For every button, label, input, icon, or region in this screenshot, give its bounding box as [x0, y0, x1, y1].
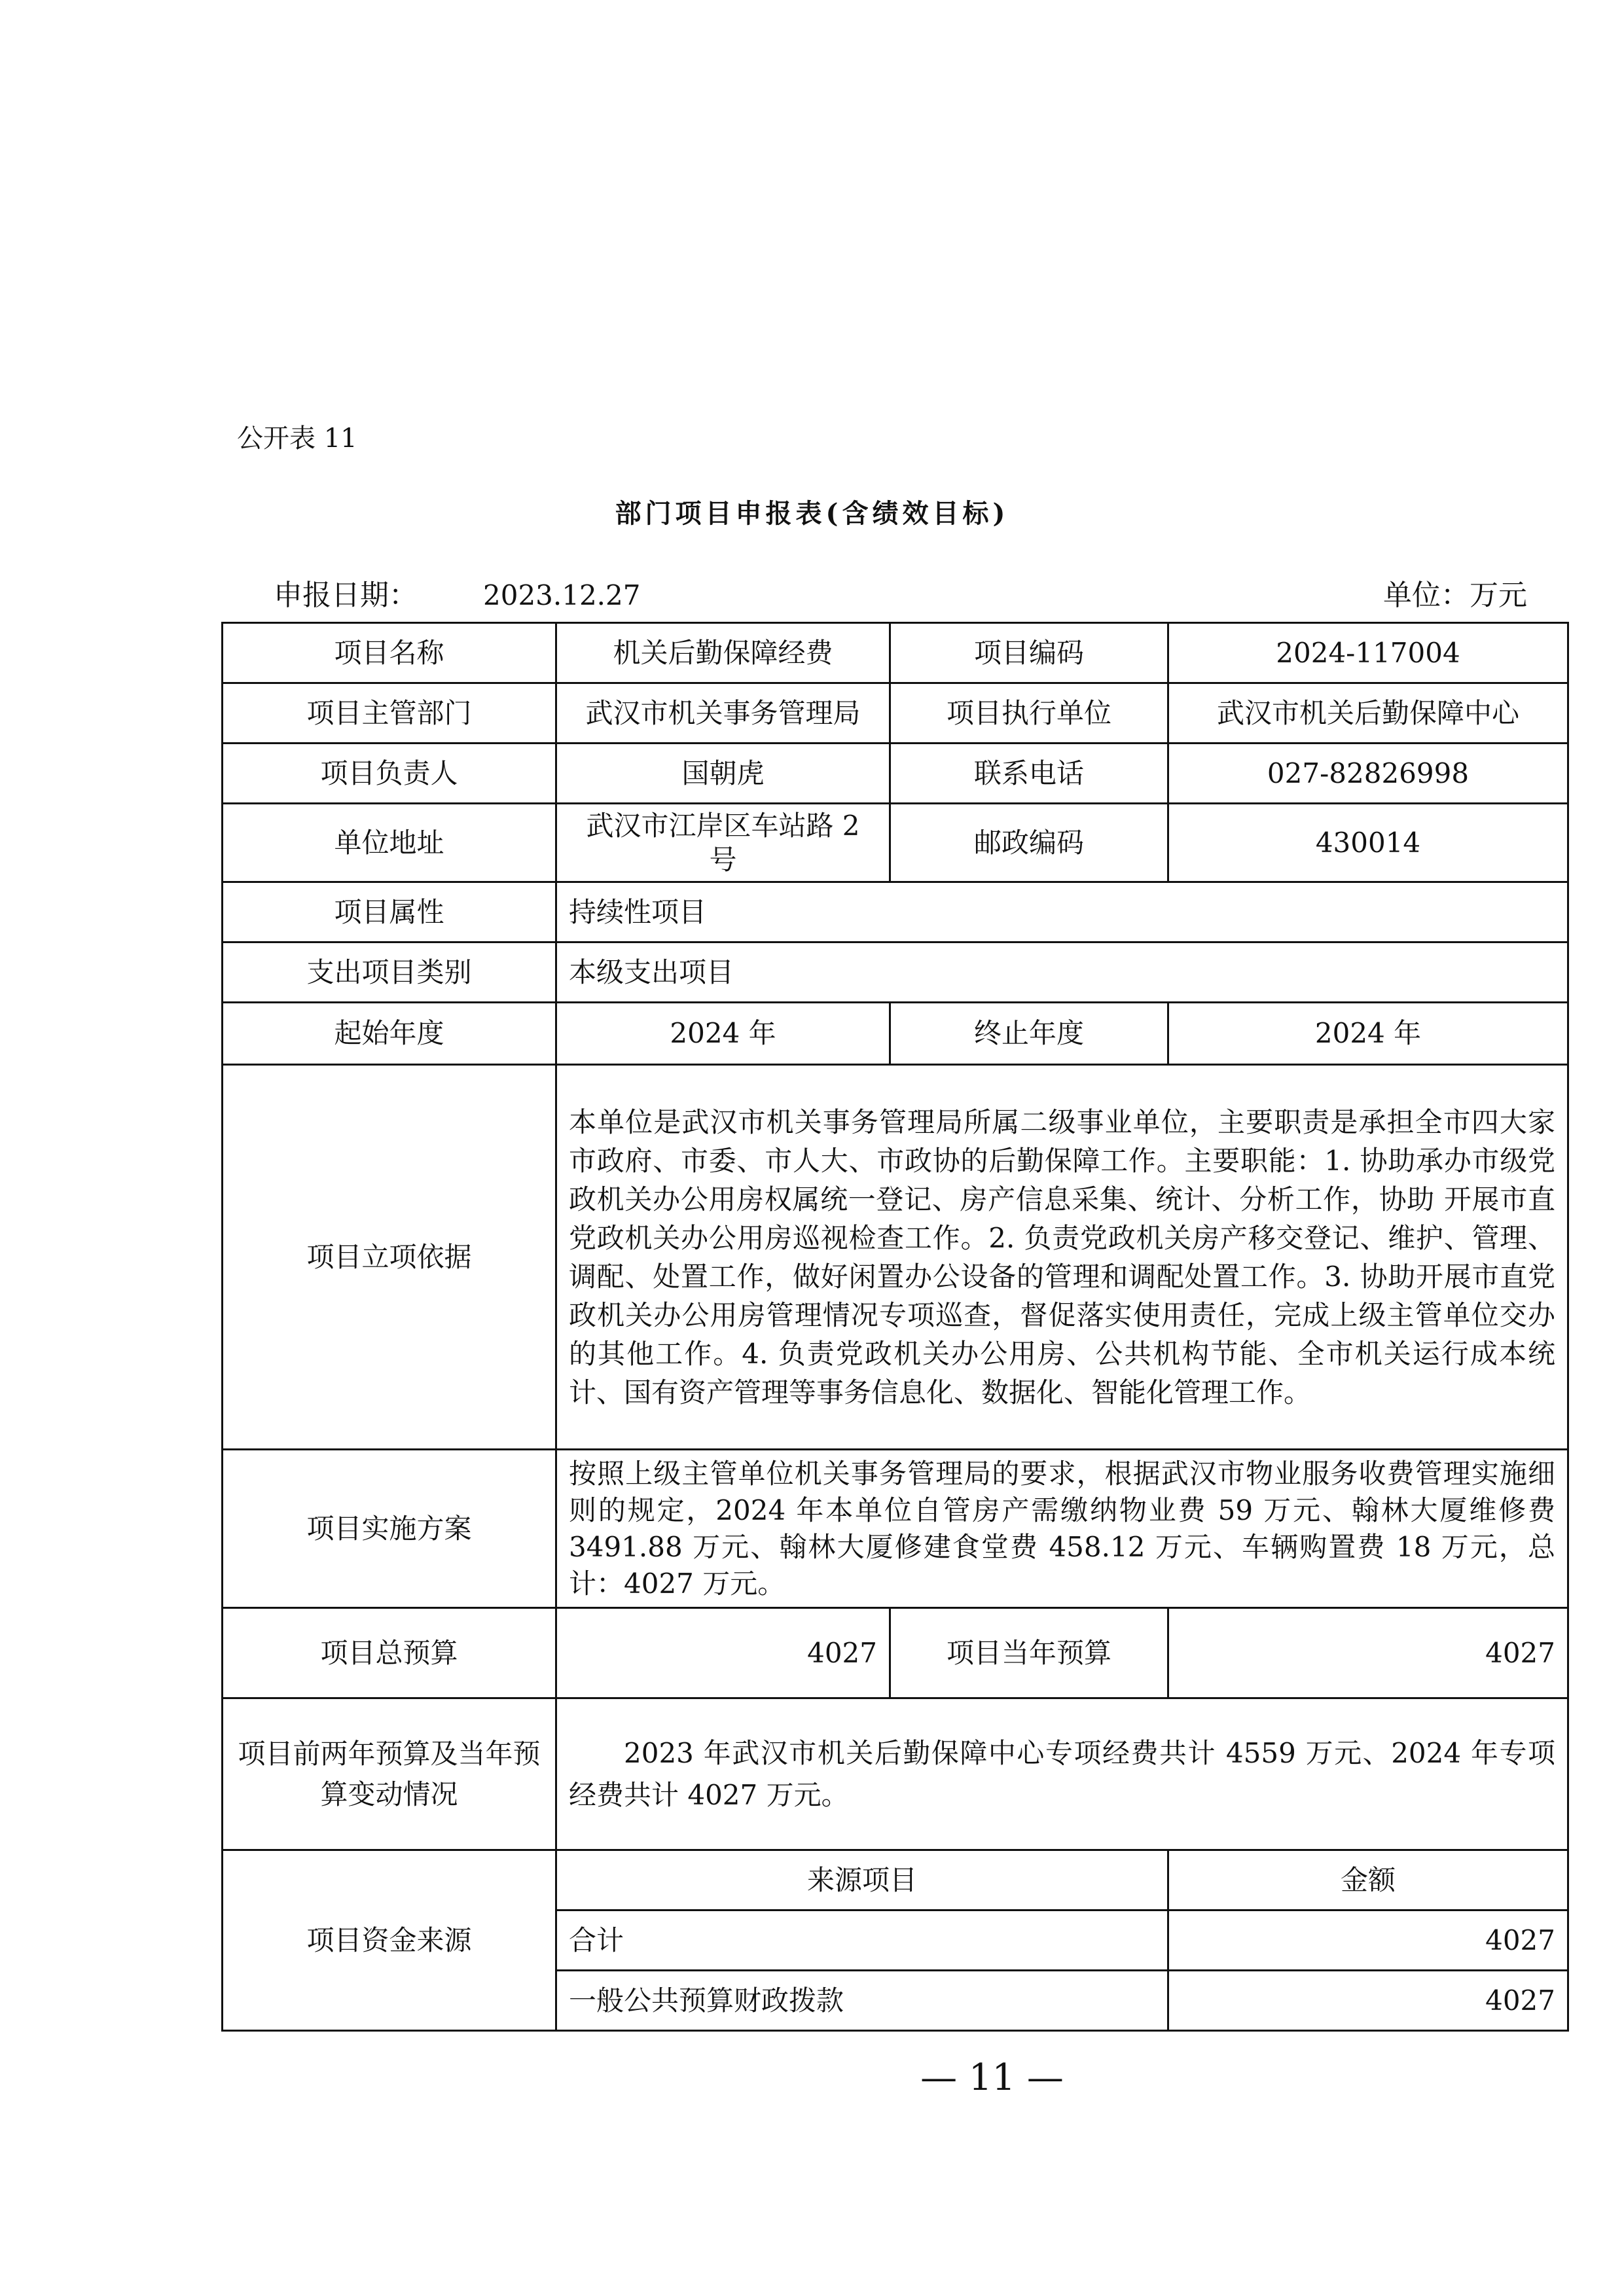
change-value: 2023 年武汉市机关后勤保障中心专项经费共计 4559 万元、2024 年专项经费共计 4027 万元。	[556, 1698, 1568, 1850]
document-title: 部门项目申报表(含绩效目标)	[615, 498, 1009, 529]
page-number: — 11 —	[920, 2056, 1064, 2099]
category-value: 本级支出项目	[556, 942, 1568, 1003]
dept-value: 武汉市机关事务管理局	[556, 683, 890, 744]
table-row	[223, 1698, 1568, 1850]
end-year-label: 终止年度	[890, 1003, 1168, 1065]
plan-label: 项目实施方案	[223, 1450, 556, 1608]
table-row	[223, 623, 1568, 683]
leader-label: 项目负责人	[223, 744, 556, 804]
table-row	[223, 804, 1568, 882]
report-date-label: 申报日期：	[274, 579, 418, 612]
total-budget-value: 4027	[556, 1608, 890, 1698]
project-name-value: 机关后勤保障经费	[556, 623, 890, 683]
funding-amount: 4027	[1168, 1910, 1568, 1971]
report-date-value: 2023.12.27	[483, 579, 641, 611]
phone-label: 联系电话	[890, 744, 1168, 804]
unit-label: 单位：万元	[1383, 579, 1527, 612]
dept-label: 项目主管部门	[223, 683, 556, 744]
year-budget-label: 项目当年预算	[890, 1608, 1168, 1698]
start-year-label: 起始年度	[223, 1003, 556, 1065]
project-name-label: 项目名称	[223, 623, 556, 683]
start-year-value: 2024 年	[556, 1003, 890, 1065]
attr-value: 持续性项目	[556, 882, 1568, 942]
table-row	[223, 1065, 1568, 1450]
postcode-label: 邮政编码	[890, 804, 1168, 882]
basis-value: 本单位是武汉市机关事务管理局所属二级事业单位，主要职责是承担全市四大家市政府、市委、市人大、市政协的后勤保障工作。主要职能：1. 协助承办市级党政机关办公用房权属统一登记、房产信息采集、统计、分析工作，协助 开展市直党政机关办公用房巡视检查工作。2. 负责党政机关房产移交登记、维护、管理、调配、处置工作，做好闲置办公设备的管理和调配处置工作。3. 协助开展市直党政机关办公用房管理情况专项巡查，督促落实使用责任，完成上级主管单位交办的其他工作。4. 负责党政机关办公用房、公共机构节能、全市机关运行成本统计、国有资产管理等事务信息化、数据化、智能化管理工作。	[556, 1065, 1568, 1450]
project-code-value: 2024-117004	[1168, 623, 1568, 683]
total-budget-label: 项目总预算	[223, 1608, 556, 1698]
table-row	[223, 1608, 1568, 1698]
end-year-value: 2024 年	[1168, 1003, 1568, 1065]
exec-unit-value: 武汉市机关后勤保障中心	[1168, 683, 1568, 744]
address-label: 单位地址	[223, 804, 556, 882]
document-tag: 公开表 11	[237, 423, 357, 454]
change-label: 项目前两年预算及当年预算变动情况	[223, 1698, 556, 1850]
table-row	[223, 1003, 1568, 1065]
funding-col-source: 来源项目	[556, 1850, 1168, 1910]
funding-col-amount: 金额	[1168, 1850, 1568, 1910]
project-application-table	[221, 622, 1569, 2032]
phone-value: 027-82826998	[1168, 744, 1568, 804]
plan-value: 按照上级主管单位机关事务管理局的要求，根据武汉市物业服务收费管理实施细则的规定，2024 年本单位自管房产需缴纳物业费 59 万元、翰林大厦维修费 3491.88 万元、翰林大厦修建食堂费 458.12 万元、车辆购置费 18 万元，总计：4027 万元。	[556, 1450, 1568, 1608]
table-row	[223, 744, 1568, 804]
postcode-value: 430014	[1168, 804, 1568, 882]
year-budget-value: 4027	[1168, 1608, 1568, 1698]
table-row	[223, 683, 1568, 744]
funding-source: 合计	[556, 1910, 1168, 1971]
table-row	[223, 1850, 1568, 1910]
funding-label: 项目资金来源	[223, 1850, 556, 2031]
funding-source: 一般公共预算财政拨款	[556, 1971, 1168, 2031]
table-row	[223, 882, 1568, 942]
basis-label: 项目立项依据	[223, 1065, 556, 1450]
attr-label: 项目属性	[223, 882, 556, 942]
table-row	[223, 942, 1568, 1003]
category-label: 支出项目类别	[223, 942, 556, 1003]
table-row	[223, 1450, 1568, 1608]
funding-amount: 4027	[1168, 1971, 1568, 2031]
address-value: 武汉市江岸区车站路 2 号	[556, 804, 890, 882]
exec-unit-label: 项目执行单位	[890, 683, 1168, 744]
leader-value: 国朝虎	[556, 744, 890, 804]
project-code-label: 项目编码	[890, 623, 1168, 683]
